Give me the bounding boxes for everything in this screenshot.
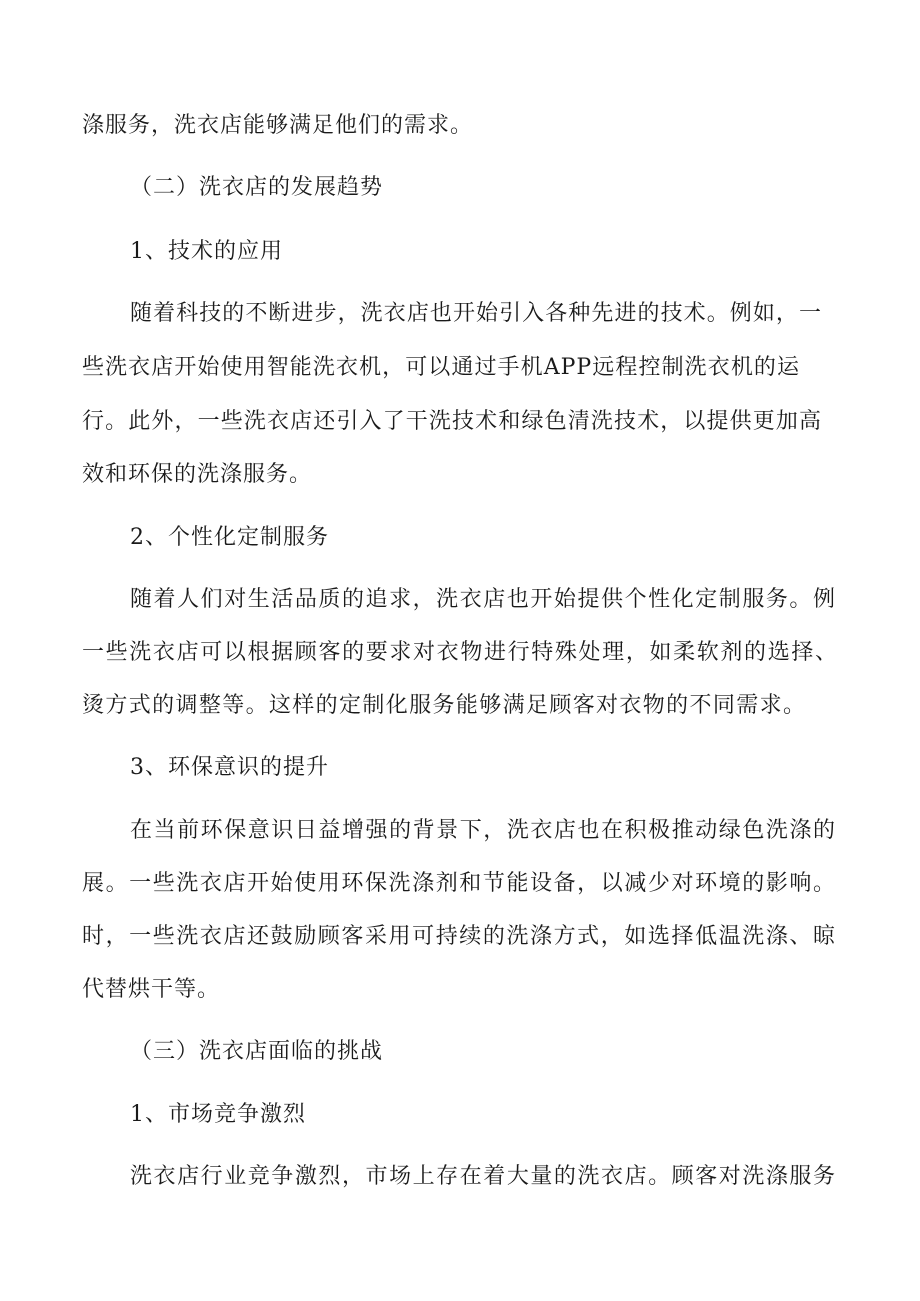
paragraph-line: 些洗衣店开始使用智能洗衣机，可以通过手机APP远程控制洗衣机的运 [82, 355, 800, 380]
paragraph-line: 随着人们对生活品质的追求，洗衣店也开始提供个性化定制服务。例 [130, 587, 836, 612]
paragraph-line: 一些洗衣店可以根据顾客的要求对衣物进行特殊处理，如柔软剂的选择、 [82, 640, 838, 665]
subheading-technology: 1、技术的应用 [130, 239, 283, 264]
section-heading-2: （二）洗衣店的发展趋势 [130, 175, 384, 200]
section-heading-3: （三）洗衣店面临的挑战 [130, 1039, 384, 1064]
paragraph-line: 代替烘干等。 [82, 977, 221, 1002]
paragraph-line: 展。一些洗衣店开始使用环保洗涤剂和节能设备，以减少对环境的影响。 [82, 871, 836, 896]
subheading-competition: 1、市场竞争激烈 [130, 1102, 306, 1127]
paragraph-line: 效和环保的洗涤服务。 [82, 462, 313, 487]
paragraph-line: 洗衣店行业竞争激烈，市场上存在着大量的洗衣店。顾客对洗涤服务 [130, 1164, 836, 1189]
paragraph-continuation: 涤服务，洗衣店能够满足他们的需求。 [82, 113, 474, 138]
subheading-environment: 3、环保意识的提升 [130, 755, 329, 780]
paragraph-line: 烫方式的调整等。这样的定制化服务能够满足顾客对衣物的不同需求。 [82, 693, 806, 718]
paragraph-line: 在当前环保意识日益增强的背景下，洗衣店也在积极推动绿色洗涤的 [130, 818, 836, 843]
paragraph-line: 随着科技的不断进步，洗衣店也开始引入各种先进的技术。例如，一 [130, 301, 822, 326]
subheading-customization: 2、个性化定制服务 [130, 525, 329, 550]
paragraph-line: 行。此外，一些洗衣店还引入了干洗技术和绿色清洗技术，以提供更加高 [82, 409, 822, 434]
paragraph-line: 时，一些洗衣店还鼓励顾客采用可持续的洗涤方式，如选择低温洗涤、晾 [82, 924, 836, 949]
